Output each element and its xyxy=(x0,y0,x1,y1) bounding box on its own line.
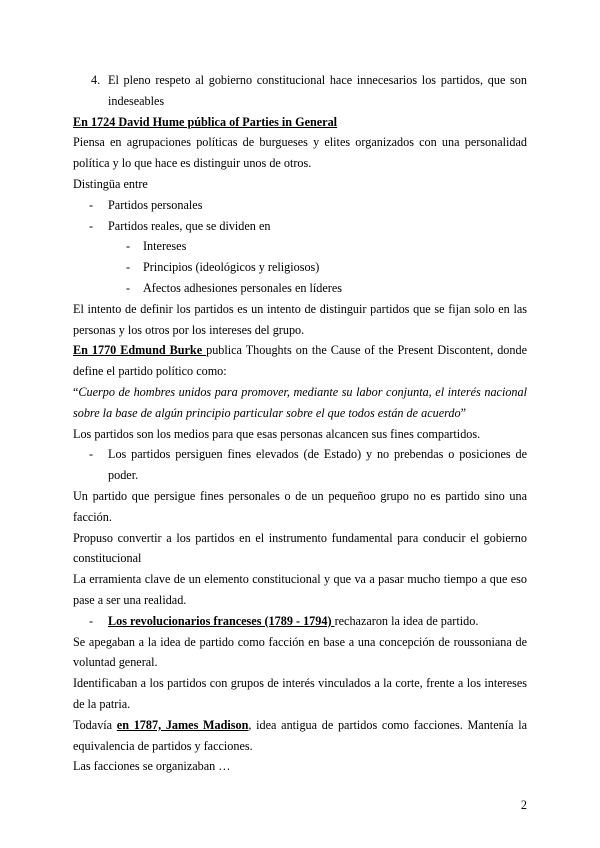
list-marker: 4. xyxy=(91,73,101,87)
quote-open: “ xyxy=(73,384,79,399)
paragraph: Un partido que persigue fines personales o de un pequeñoo grupo no es partido sino una facción. xyxy=(73,488,527,524)
list-item-text: Los partidos persiguen fines elevados (de Estado) y no prebendas o posiciones de poder. xyxy=(108,447,527,483)
list-item xyxy=(73,444,527,486)
madison-paragraph xyxy=(73,715,527,757)
hume-heading-text: En 1724 David Hume pública of Parties in General xyxy=(73,114,338,129)
paragraph: Propuso convertir a los partidos en el instrumento fundamental para conducir el gobierno constitucional xyxy=(73,530,527,566)
paragraph: Identificaban a los partidos con grupos de interés vinculados a la corte, frente a los intereses de la patria. xyxy=(73,676,527,711)
dash-marker: - xyxy=(89,218,94,233)
list-item-text: El pleno respeto al gobierno constitucional hace innecesarios los partidos, que son indeseables xyxy=(108,73,527,108)
document-body xyxy=(73,70,527,777)
madison-heading-text: en 1787, James Madison xyxy=(116,717,249,732)
dash-marker: - xyxy=(89,613,94,628)
dash-marker: - xyxy=(126,280,131,295)
paragraph: Piensa en agrupaciones políticas de burgueses y elites organizados con una personalidad política y lo que hace es distinguir unos de otros. xyxy=(73,135,527,171)
list-item-text xyxy=(108,611,527,632)
page-number: 2 xyxy=(520,798,527,812)
list-item-text: Partidos personales xyxy=(108,197,203,212)
dash-marker: - xyxy=(89,447,94,462)
paragraph: Distingüa entre xyxy=(73,176,148,191)
list-item-text: Principios (ideológicos y religiosos) xyxy=(143,260,320,275)
paragraph: La erramienta clave de un elemento constitucional y que va a pasar mucho tiempo a que eso pase a ser una realidad. xyxy=(73,572,527,607)
burke-text: publica Thoughts on the Cause of the Present Discontent, donde define el partido político como: xyxy=(73,343,527,379)
burke-heading-text: En 1770 Edmund Burke xyxy=(73,343,207,358)
dash-marker: - xyxy=(126,239,131,254)
quote-text: Cuerpo de hombres unidos para promover, mediante su labor conjunta, el interés nacional sobre la base de algún principio particular sobre el que todos están de acuerdo xyxy=(73,384,527,420)
paragraph: Se apegaban a la idea de partido como facción en base a una concepción de roussoniana de voluntad general. xyxy=(73,634,527,670)
dash-marker: - xyxy=(126,260,131,275)
list-item xyxy=(73,195,527,216)
list-item-text: Afectos adhesiones personales en líderes xyxy=(143,280,342,295)
french-heading-text: Los revolucionarios franceses (1789 - 1794) xyxy=(108,613,335,628)
paragraph: Los partidos son los medios para que esas personas alcancen sus fines compartidos. xyxy=(73,426,481,441)
sub-list-item xyxy=(73,257,527,278)
french-text: rechazaron la idea de partido. xyxy=(334,613,479,628)
quote-close: ” xyxy=(460,405,467,420)
list-item xyxy=(73,611,527,632)
burke-paragraph xyxy=(73,340,527,382)
list-item-text: Partidos reales, que se dividen en xyxy=(108,218,271,233)
madison-pre: Todavía xyxy=(73,717,117,732)
dash-marker: - xyxy=(89,197,94,212)
numbered-item-4 xyxy=(73,70,527,112)
hume-heading xyxy=(73,112,527,133)
list-item-text: Intereses xyxy=(143,239,187,254)
list-item xyxy=(73,216,527,237)
paragraph: El intento de definir los partidos es un intento de distinguir partidos que se fijan solo en las personas y los otros por los intereses del grupo. xyxy=(73,301,527,337)
sub-list-item xyxy=(73,278,527,299)
sub-list-item xyxy=(73,236,527,257)
burke-quote xyxy=(73,382,527,424)
madison-text: , idea antigua de partidos como facciones. Mantenía la equivalencia de partidos y facciones. xyxy=(73,717,527,753)
paragraph: Las facciones se organizaban … xyxy=(73,759,231,774)
